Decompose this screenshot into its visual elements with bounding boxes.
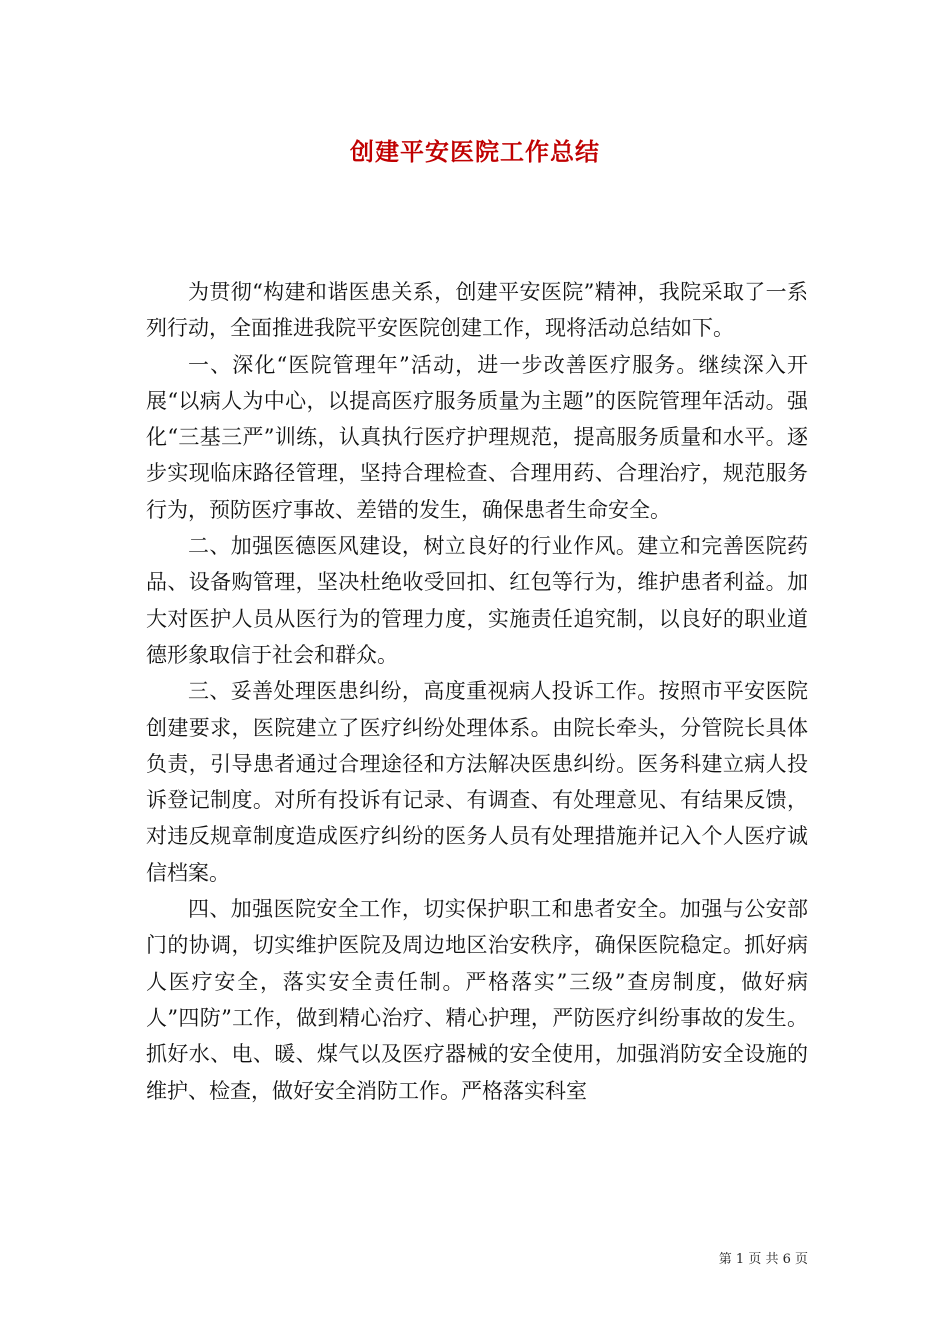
paragraph-section-2: 二、加强医德医风建设，树立良好的行业作风。建立和完善医院药品、设备购管理，坚决杜绝收受回扣、红包等行为，维护患者利益。加大对医护人员从医行为的管理力度，实施责任追究制，以良好的职业道德形象取信于社会和群众。 <box>146 534 808 667</box>
paragraph-intro: 为贯彻“构建和谐医患关系，创建平安医院”精神，我院采取了一系列行动，全面推进我院平安医院创建工作，现将活动总结如下。 <box>146 280 808 341</box>
page-number-footer: 第 1 页 共 6 页 <box>718 1252 808 1267</box>
paragraph-section-3: 三、妥善处理医患纠纷，高度重视病人投诉工作。按照市平安医院创建要求，医院建立了医疗纠纷处理体系。由院长牵头，分管院长具体负责，引导患者通过合理途径和方法解决医患纠纷。医务科建立病人投诉登记制度。对所有投诉有记录、有调查、有处理意见、有结果反馈，对违反规章制度造成医疗纠纷的医务人员有处理措施并记入个人医疗诚信档案。 <box>146 679 808 885</box>
document-title: 创建平安医院工作总结 <box>350 138 600 166</box>
paragraph-section-4: 四、加强医院安全工作，切实保护职工和患者安全。加强与公安部门的协调，切实维护医院及周边地区治安秩序，确保医院稳定。抓好病人医疗安全，落实安全责任制。严格落实”三级”查房制度，做好病人”四防”工作，做到精心治疗、精心护理，严防医疗纠纷事故的发生。抓好水、电、暖、煤气以及医疗器械的安全使用，加强消防安全设施的维护、检查，做好安全消防工作。严格落实科室 <box>146 897 808 1103</box>
paragraph-section-1: 一、深化“医院管理年”活动，进一步改善医疗服务。继续深入开展“以病人为中心，以提高医疗服务质量为主题”的医院管理年活动。强化“三基三严”训练，认真执行医疗护理规范，提高服务质量和水平。逐步实现临床路径管理，坚持合理检查、合理用药、合理治疗，规范服务行为，预防医疗事故、差错的发生，确保患者生命安全。 <box>146 352 808 522</box>
document-body <box>146 274 808 1109</box>
